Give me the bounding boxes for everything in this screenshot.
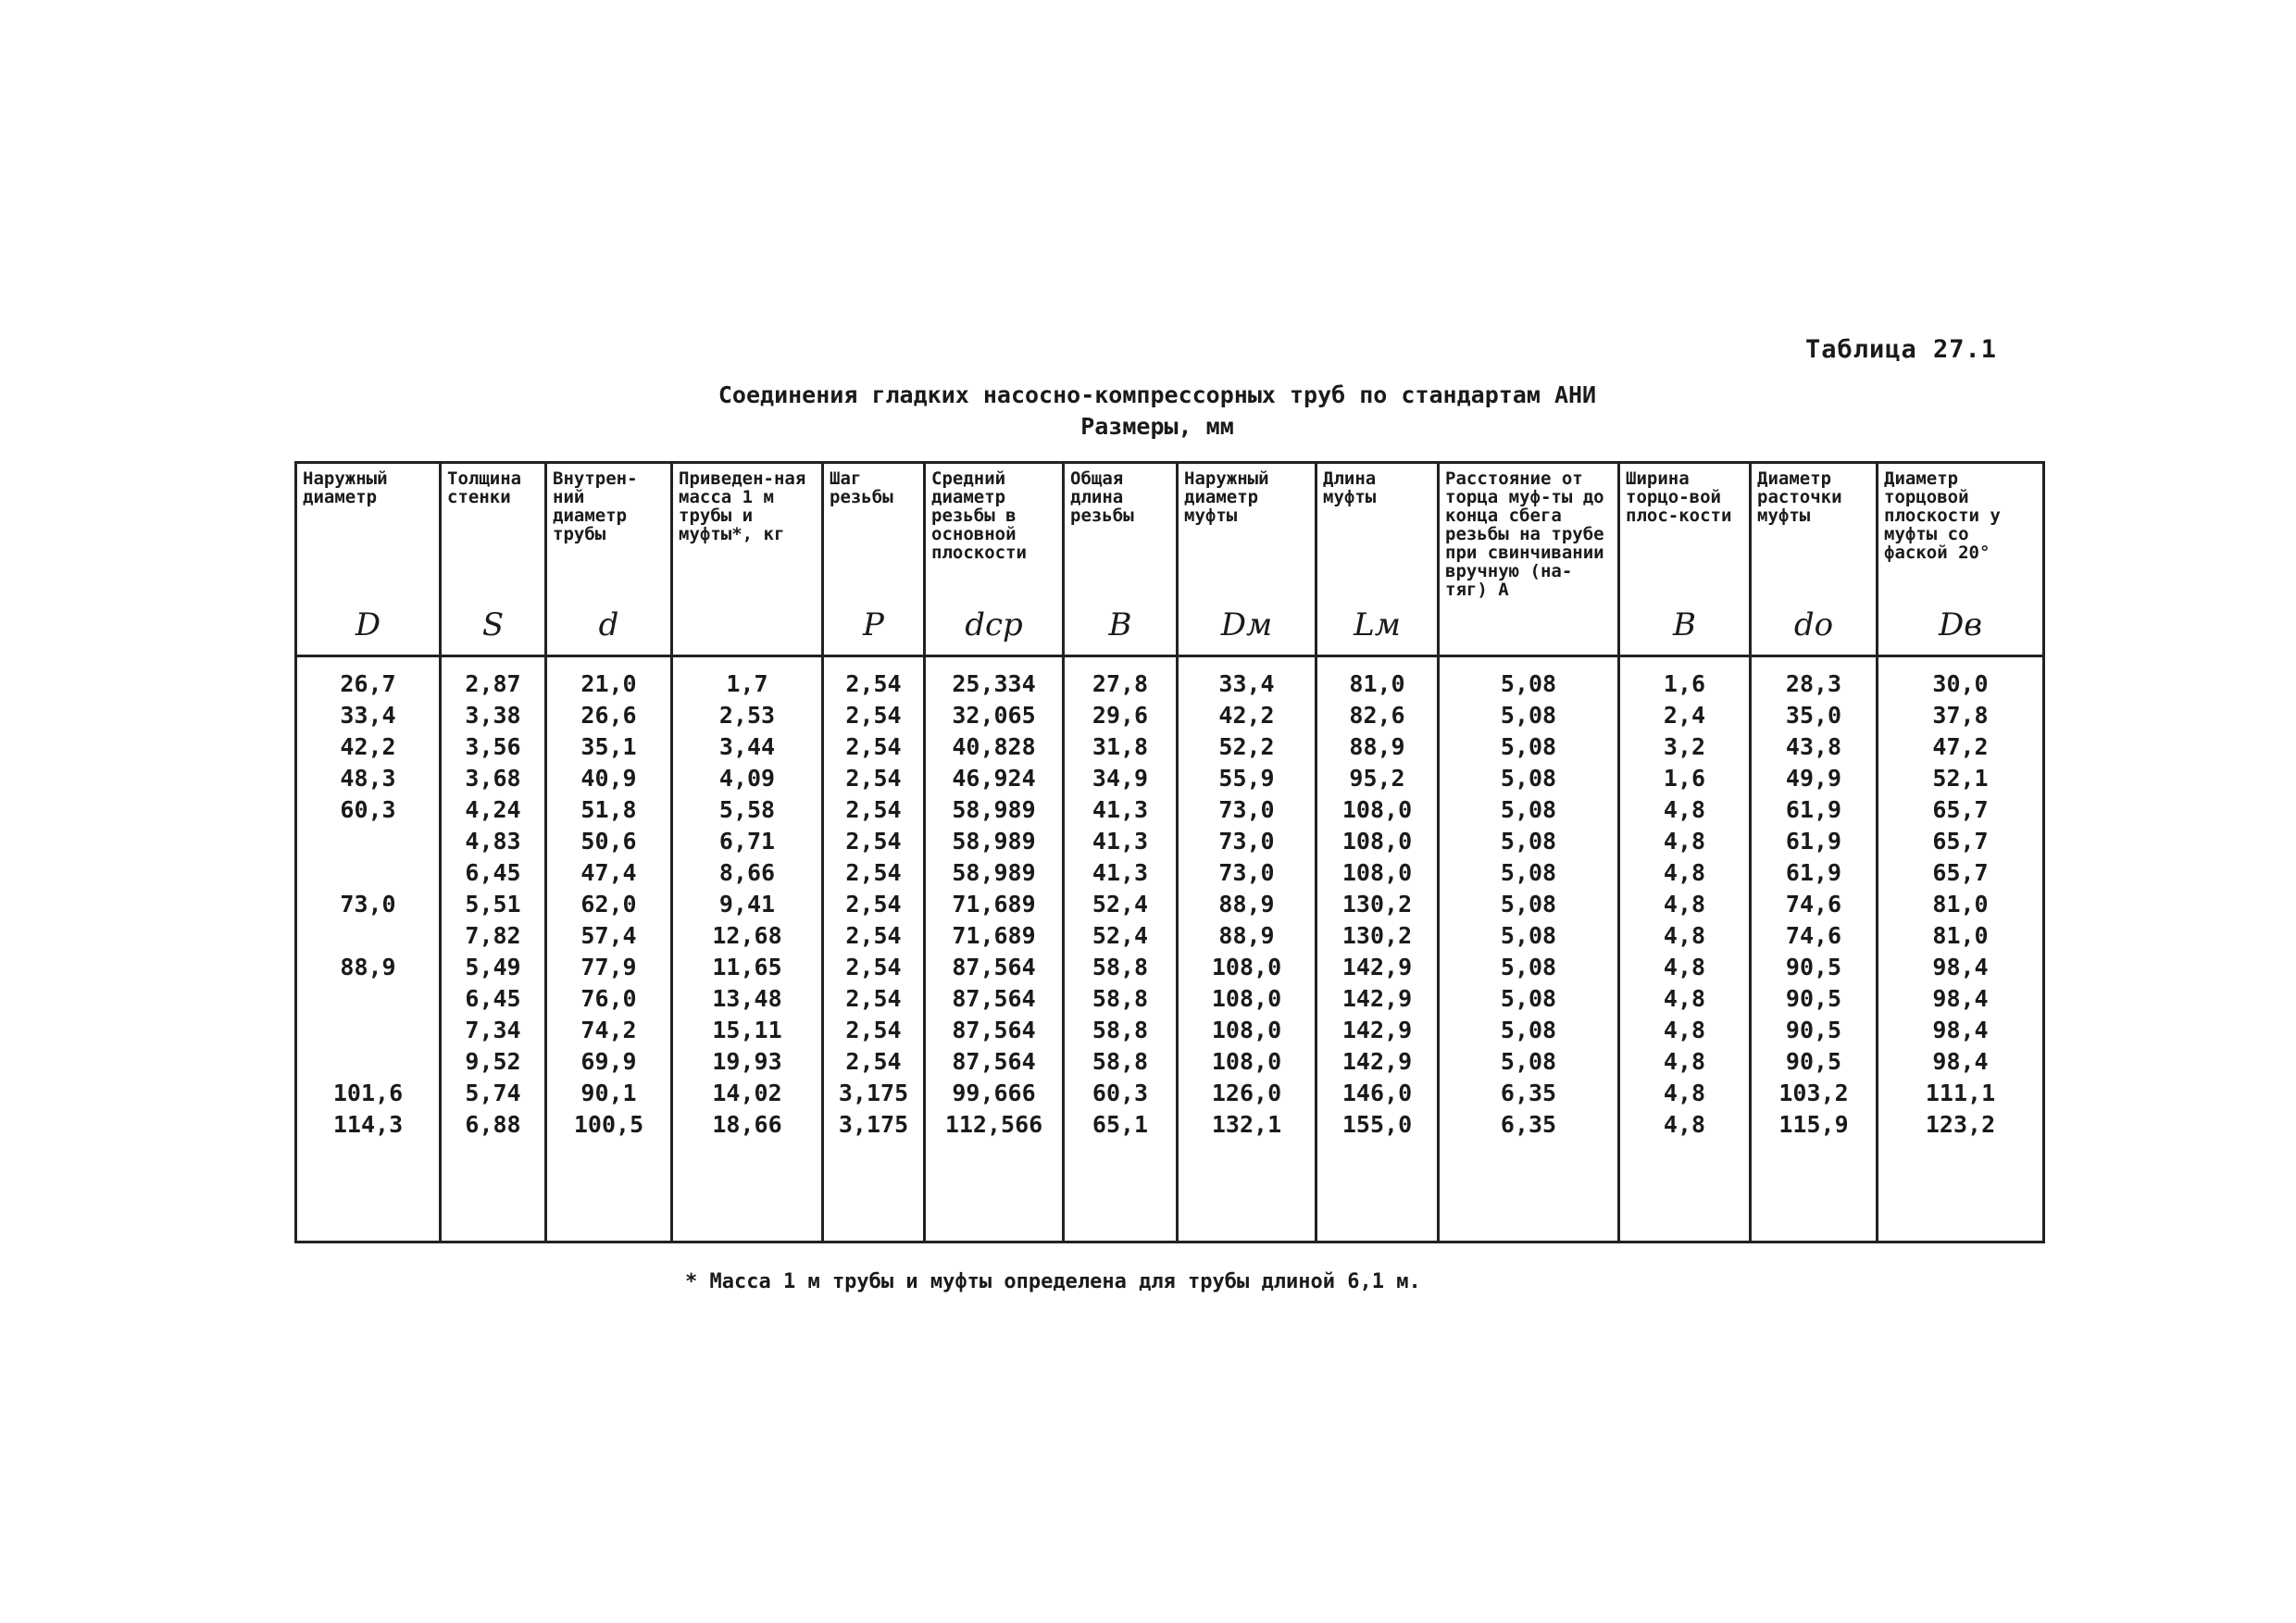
table-cell: 4,8: [1619, 920, 1751, 952]
column-header-label: Ширина торцо-вой плос-кости: [1626, 468, 1732, 526]
table-cell: 34,9: [1064, 763, 1178, 794]
table-cell: 6,45: [441, 983, 546, 1015]
table-cell: 74,6: [1751, 920, 1878, 952]
table-cell: 112,566: [925, 1109, 1064, 1141]
table-cell: 1,7: [672, 656, 823, 701]
table-row: [296, 700, 2044, 731]
table-cell: 142,9: [1316, 1015, 1439, 1046]
table-cell: 18,66: [672, 1109, 823, 1141]
table-cell: 82,6: [1316, 700, 1439, 731]
table-cell: [1178, 1141, 1316, 1242]
table-cell: [296, 1141, 441, 1242]
table-cell: 87,564: [925, 952, 1064, 983]
table-cell: 6,35: [1439, 1109, 1619, 1141]
table-cell: 32,065: [925, 700, 1064, 731]
table-cell: 90,1: [546, 1078, 672, 1109]
column-header-label: Средний диаметр резьбы в основной плоскости: [931, 468, 1027, 563]
column-header: [823, 463, 925, 656]
table-cell: 3,38: [441, 700, 546, 731]
table-cell: 2,54: [823, 731, 925, 763]
table-cell: 95,2: [1316, 763, 1439, 794]
table-row: [296, 857, 2044, 889]
column-header-symbol: Dм: [1220, 606, 1273, 643]
column-header-symbol: Dв: [1938, 606, 1983, 643]
table-cell: 3,175: [823, 1078, 925, 1109]
table-cell: 5,08: [1439, 731, 1619, 763]
table-cell: 74,2: [546, 1015, 672, 1046]
table-cell: 115,9: [1751, 1109, 1878, 1141]
column-header: [1619, 463, 1751, 656]
table-cell: 2,54: [823, 983, 925, 1015]
table-cell: 2,54: [823, 920, 925, 952]
table-cell: 58,989: [925, 857, 1064, 889]
footnote: * Масса 1 м трубы и муфты определена для трубы длиной 6,1 м.: [685, 1270, 1421, 1293]
table-cell: [296, 826, 441, 857]
table-cell: 108,0: [1178, 1046, 1316, 1078]
table-cell: 3,44: [672, 731, 823, 763]
table-cell: [1439, 1141, 1619, 1242]
table-cell: [1619, 1141, 1751, 1242]
table-cell: 51,8: [546, 794, 672, 826]
table-cell: 12,68: [672, 920, 823, 952]
table-cell: 5,08: [1439, 889, 1619, 920]
table-cell: 2,87: [441, 656, 546, 701]
table-cell: 52,4: [1064, 889, 1178, 920]
table-cell: 1,6: [1619, 763, 1751, 794]
table-cell: 77,9: [546, 952, 672, 983]
table-cell: 90,5: [1751, 1015, 1878, 1046]
column-header: [1316, 463, 1439, 656]
column-header-label: Общая длина резьбы: [1070, 468, 1134, 526]
table-cell: 11,65: [672, 952, 823, 983]
column-header-symbol: P: [863, 606, 884, 643]
table-cell: 74,6: [1751, 889, 1878, 920]
table-cell: 5,74: [441, 1078, 546, 1109]
table-cell: 28,3: [1751, 656, 1878, 701]
table-cell: 155,0: [1316, 1109, 1439, 1141]
column-header-symbol: В: [1673, 606, 1696, 643]
table-cell: 4,8: [1619, 1109, 1751, 1141]
table-cell: [296, 920, 441, 952]
table-cell: 61,9: [1751, 857, 1878, 889]
table-cell: 108,0: [1316, 826, 1439, 857]
table-cell: 19,93: [672, 1046, 823, 1078]
table-cell: 4,8: [1619, 1046, 1751, 1078]
table-cell: 5,08: [1439, 656, 1619, 701]
column-header: [441, 463, 546, 656]
column-header: [1878, 463, 2044, 656]
table-cell: 50,6: [546, 826, 672, 857]
table-cell: [546, 1141, 672, 1242]
table-cell: 47,4: [546, 857, 672, 889]
table-cell: 87,564: [925, 1046, 1064, 1078]
table-cell: 114,3: [296, 1109, 441, 1141]
column-header: [925, 463, 1064, 656]
table-cell: 2,54: [823, 826, 925, 857]
table-row: [296, 763, 2044, 794]
table-cell: 4,09: [672, 763, 823, 794]
title-line-1: Соединения гладких насосно-компрессорных труб по стандартам АНИ: [718, 381, 1597, 408]
table-cell: 90,5: [1751, 952, 1878, 983]
column-header-label: Внутрен-ний диаметр трубы: [553, 468, 638, 544]
column-header-label: Длина муфты: [1323, 468, 1377, 507]
table-cell: 26,6: [546, 700, 672, 731]
table-cell: 60,3: [1064, 1078, 1178, 1109]
table-cell: 4,8: [1619, 794, 1751, 826]
column-header-label: Приведен-ная масса 1 м трубы и муфты*, кг: [679, 468, 806, 544]
column-header-label: Шаг резьбы: [830, 468, 893, 507]
table-cell: 6,45: [441, 857, 546, 889]
table-cell: 90,5: [1751, 1046, 1878, 1078]
table-cell: 48,3: [296, 763, 441, 794]
table-cell: 2,4: [1619, 700, 1751, 731]
table-cell: 58,8: [1064, 1015, 1178, 1046]
table-cell: 37,8: [1878, 700, 2044, 731]
table-cell: 65,1: [1064, 1109, 1178, 1141]
table-cell: 33,4: [1178, 656, 1316, 701]
table-cell: 65,7: [1878, 857, 2044, 889]
table-cell: 4,8: [1619, 857, 1751, 889]
column-header: [1064, 463, 1178, 656]
table-cell: 25,334: [925, 656, 1064, 701]
table-cell: 88,9: [1316, 731, 1439, 763]
table-cell: 41,3: [1064, 826, 1178, 857]
table-row: [296, 1046, 2044, 1078]
table-row: [296, 1078, 2044, 1109]
table-cell: 111,1: [1878, 1078, 2044, 1109]
table-cell: 2,53: [672, 700, 823, 731]
table-cell: 2,54: [823, 656, 925, 701]
table-cell: 142,9: [1316, 983, 1439, 1015]
table-row: [296, 952, 2044, 983]
column-header: [546, 463, 672, 656]
table-cell: [1878, 1141, 2044, 1242]
table-cell: 3,175: [823, 1109, 925, 1141]
data-table: [294, 461, 2045, 1243]
table-cell: 31,8: [1064, 731, 1178, 763]
table-cell: 5,51: [441, 889, 546, 920]
table-cell: 52,1: [1878, 763, 2044, 794]
table-cell: 5,08: [1439, 1015, 1619, 1046]
table-cell: 5,08: [1439, 826, 1619, 857]
table-cell: 5,08: [1439, 763, 1619, 794]
table-cell: [925, 1141, 1064, 1242]
column-header-symbol: S: [481, 606, 505, 643]
table-row: [296, 731, 2044, 763]
table-cell: [823, 1141, 925, 1242]
table-cell: [1316, 1141, 1439, 1242]
table-cell: 81,0: [1878, 920, 2044, 952]
table-cell: 81,0: [1878, 889, 2044, 920]
table-row: [296, 983, 2044, 1015]
column-header-label: Диаметр расточки муфты: [1757, 468, 1842, 526]
table-cell: 103,2: [1751, 1078, 1878, 1109]
table-cell: 3,68: [441, 763, 546, 794]
table-cell: 98,4: [1878, 1015, 2044, 1046]
table-cell: 87,564: [925, 983, 1064, 1015]
table-cell: 130,2: [1316, 889, 1439, 920]
table-cell: 5,08: [1439, 983, 1619, 1015]
table-cell: 88,9: [1178, 889, 1316, 920]
column-header-label: Наружный диаметр: [303, 468, 388, 507]
table-cell: 57,4: [546, 920, 672, 952]
table-cell: 108,0: [1316, 794, 1439, 826]
table-cell: 5,08: [1439, 794, 1619, 826]
table-cell: 27,8: [1064, 656, 1178, 701]
column-header-symbol: D: [355, 606, 381, 643]
table-cell: 132,1: [1178, 1109, 1316, 1141]
table-cell: 8,66: [672, 857, 823, 889]
column-header-label: Наружный диаметр муфты: [1184, 468, 1269, 526]
table-body: [296, 656, 2044, 1242]
table-cell: 4,24: [441, 794, 546, 826]
table-cell: 5,08: [1439, 700, 1619, 731]
table-filler-row: [296, 1141, 2044, 1242]
column-header: [1751, 463, 1878, 656]
table-cell: 108,0: [1178, 1015, 1316, 1046]
table-cell: 15,11: [672, 1015, 823, 1046]
table-cell: 13,48: [672, 983, 823, 1015]
column-header-symbol: В: [1108, 606, 1132, 643]
column-header: [1178, 463, 1316, 656]
table-cell: 7,34: [441, 1015, 546, 1046]
table-cell: 98,4: [1878, 1046, 2044, 1078]
table-cell: 4,8: [1619, 983, 1751, 1015]
table-cell: [296, 857, 441, 889]
table-cell: 29,6: [1064, 700, 1178, 731]
table-cell: 5,08: [1439, 857, 1619, 889]
table-cell: 73,0: [1178, 794, 1316, 826]
table-cell: 5,08: [1439, 920, 1619, 952]
table-cell: 58,8: [1064, 952, 1178, 983]
table-cell: 62,0: [546, 889, 672, 920]
table-cell: 73,0: [1178, 857, 1316, 889]
table-cell: 81,0: [1316, 656, 1439, 701]
table-cell: 49,9: [1751, 763, 1878, 794]
column-header-label: Диаметр торцовой плоскости у муфты со фаской 20°: [1884, 468, 2001, 563]
table-cell: 69,9: [546, 1046, 672, 1078]
table-cell: 4,8: [1619, 826, 1751, 857]
table-cell: 55,9: [1178, 763, 1316, 794]
table-cell: 142,9: [1316, 952, 1439, 983]
table-cell: 5,49: [441, 952, 546, 983]
table-cell: 26,7: [296, 656, 441, 701]
table-cell: 58,8: [1064, 983, 1178, 1015]
table-cell: [296, 1046, 441, 1078]
table-cell: 65,7: [1878, 826, 2044, 857]
table-cell: 126,0: [1178, 1078, 1316, 1109]
table-cell: 108,0: [1178, 983, 1316, 1015]
table-cell: 61,9: [1751, 794, 1878, 826]
table-cell: 73,0: [1178, 826, 1316, 857]
table-cell: 2,54: [823, 700, 925, 731]
table-cell: 4,8: [1619, 889, 1751, 920]
column-header: [1439, 463, 1619, 656]
table-cell: 108,0: [1316, 857, 1439, 889]
title-line-2: Размеры, мм: [1080, 413, 1234, 440]
table-cell: 5,08: [1439, 1046, 1619, 1078]
table-cell: [441, 1141, 546, 1242]
table-cell: 4,8: [1619, 952, 1751, 983]
table-cell: 61,9: [1751, 826, 1878, 857]
table-cell: 6,35: [1439, 1078, 1619, 1109]
table-cell: 4,83: [441, 826, 546, 857]
table-cell: 9,52: [441, 1046, 546, 1078]
table-cell: 87,564: [925, 1015, 1064, 1046]
table-cell: 90,5: [1751, 983, 1878, 1015]
column-header-symbol: Lм: [1354, 606, 1401, 643]
table-row: [296, 794, 2044, 826]
table-cell: 99,666: [925, 1078, 1064, 1109]
table-cell: 14,02: [672, 1078, 823, 1109]
table-cell: 2,54: [823, 889, 925, 920]
table-cell: [296, 1015, 441, 1046]
table-cell: 65,7: [1878, 794, 2044, 826]
column-header-symbol: dо: [1793, 606, 1834, 643]
table-cell: 58,989: [925, 826, 1064, 857]
table-cell: [296, 983, 441, 1015]
table-cell: 6,88: [441, 1109, 546, 1141]
table-cell: 7,82: [441, 920, 546, 952]
table-cell: 35,1: [546, 731, 672, 763]
table-cell: 47,2: [1878, 731, 2044, 763]
table-row: [296, 826, 2044, 857]
column-header-symbol: d: [598, 606, 619, 643]
table-cell: 52,2: [1178, 731, 1316, 763]
table-cell: 146,0: [1316, 1078, 1439, 1109]
table-cell: 2,54: [823, 794, 925, 826]
table-cell: 98,4: [1878, 952, 2044, 983]
table-title: [648, 380, 1666, 443]
table-cell: 2,54: [823, 763, 925, 794]
table-row: [296, 920, 2044, 952]
table-cell: 1,6: [1619, 656, 1751, 701]
table-cell: 2,54: [823, 857, 925, 889]
table-cell: 71,689: [925, 889, 1064, 920]
table-cell: 42,2: [1178, 700, 1316, 731]
column-header-label: Толщина стенки: [447, 468, 522, 507]
table-cell: 42,2: [296, 731, 441, 763]
table-cell: 30,0: [1878, 656, 2044, 701]
table-cell: 88,9: [296, 952, 441, 983]
table-cell: 142,9: [1316, 1046, 1439, 1078]
column-header-label: Расстояние от торца муф-ты до конца сбега резьбы на трубе при свинчивании вручную (на-тяг) А: [1445, 468, 1604, 600]
table-cell: 2,54: [823, 1015, 925, 1046]
table-cell: 130,2: [1316, 920, 1439, 952]
column-header: [672, 463, 823, 656]
page-label: Таблица 27.1: [1805, 335, 1998, 364]
table-cell: 60,3: [296, 794, 441, 826]
table-row: [296, 1109, 2044, 1141]
table-cell: 76,0: [546, 983, 672, 1015]
table-cell: 73,0: [296, 889, 441, 920]
header-row: [296, 463, 2044, 656]
table-cell: 43,8: [1751, 731, 1878, 763]
table-cell: 2,54: [823, 952, 925, 983]
table-cell: 5,58: [672, 794, 823, 826]
table-cell: 71,689: [925, 920, 1064, 952]
table-cell: 46,924: [925, 763, 1064, 794]
table-cell: 58,989: [925, 794, 1064, 826]
table-cell: [1751, 1141, 1878, 1242]
column-header: [296, 463, 441, 656]
table-cell: 52,4: [1064, 920, 1178, 952]
table-cell: 35,0: [1751, 700, 1878, 731]
table-row: [296, 656, 2044, 701]
table-cell: 108,0: [1178, 952, 1316, 983]
table-cell: 4,8: [1619, 1015, 1751, 1046]
table-cell: 21,0: [546, 656, 672, 701]
table-cell: 58,8: [1064, 1046, 1178, 1078]
table-cell: 3,56: [441, 731, 546, 763]
table-cell: 5,08: [1439, 952, 1619, 983]
table-cell: 98,4: [1878, 983, 2044, 1015]
table-cell: 6,71: [672, 826, 823, 857]
table-cell: 41,3: [1064, 794, 1178, 826]
table-cell: 2,54: [823, 1046, 925, 1078]
table-cell: 123,2: [1878, 1109, 2044, 1141]
table-cell: 101,6: [296, 1078, 441, 1109]
table-row: [296, 889, 2044, 920]
table-cell: [1064, 1141, 1178, 1242]
table-cell: 3,2: [1619, 731, 1751, 763]
table-cell: [672, 1141, 823, 1242]
table-cell: 88,9: [1178, 920, 1316, 952]
table-cell: 100,5: [546, 1109, 672, 1141]
table-cell: 40,9: [546, 763, 672, 794]
column-header-symbol: dср: [965, 606, 1023, 643]
table-cell: 9,41: [672, 889, 823, 920]
table-cell: 4,8: [1619, 1078, 1751, 1109]
table-cell: 41,3: [1064, 857, 1178, 889]
table-row: [296, 1015, 2044, 1046]
table-cell: 40,828: [925, 731, 1064, 763]
table-cell: 33,4: [296, 700, 441, 731]
